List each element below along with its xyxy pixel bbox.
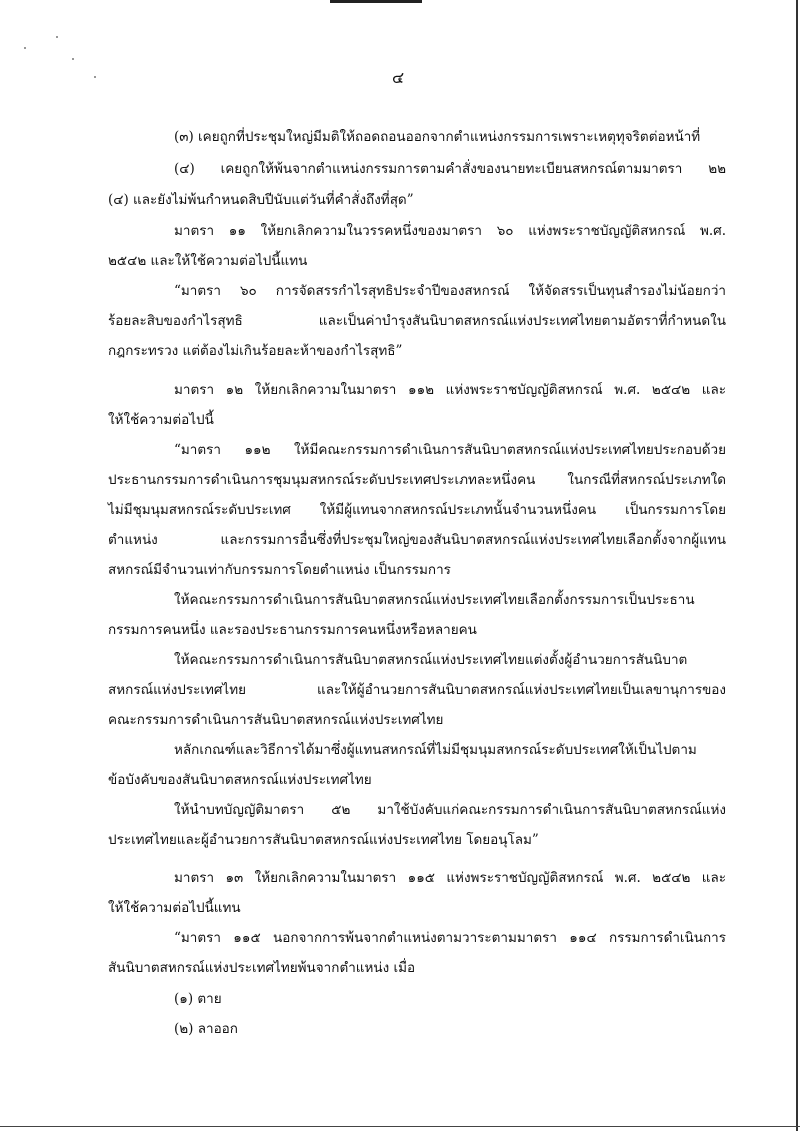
clause-item-3: (๓) เคยถูกที่ประชุมใหญ่มีมติให้ถอดถอนออกจากตำแหน่งกรรมการเพราะเหตุทุจริตต่อหน้าที่ [174, 129, 701, 145]
section-112-paragraph-3: คณะกรรมการดำเนินการสันนิบาตสหกรณ์แห่งประเทศไทย [108, 712, 444, 728]
section-115-item-2: (๒) ลาออก [174, 1021, 238, 1037]
clause-item-4-cont: (๔) และยังไม่พ้นกำหนดสิบปีนับแต่วันที่คำสั่งถึงที่สุด” [108, 192, 414, 208]
scan-speck [24, 47, 26, 49]
section-115-item-1: (๑) ตาย [174, 991, 222, 1007]
section-112-paragraph-2: ให้คณะกรรมการดำเนินการสันนิบาตสหกรณ์แห่งประเทศไทยเลือกตั้งกรรมการเป็นประธาน [174, 592, 695, 608]
scan-edge-right [796, 0, 798, 1131]
top-rule [330, 0, 422, 3]
scan-speck [56, 36, 58, 38]
section-11-heading-cont: ๒๕๔๒ และให้ใช้ความต่อไปนี้แทน [108, 253, 308, 269]
section-112-text: ไม่มีชุมนุมสหกรณ์ระดับประเทศ ให้มีผู้แทนจากสหกรณ์ประเภทนั้นจำนวนหนึ่งคน เป็นกรรมการโดย [108, 502, 726, 518]
section-112-paragraph-4: หลักเกณฑ์และวิธีการได้มาซึ่งผู้แทนสหกรณ์ที่ไม่มีชุมนุมสหกรณ์ระดับประเทศให้เป็นไปตาม [174, 742, 697, 758]
section-13-heading: มาตรา ๑๓ ให้ยกเลิกความในมาตรา ๑๑๕ แห่งพระราชบัญญัติสหกรณ์ พ.ศ. ๒๕๔๒ และ [174, 870, 726, 886]
section-112-text: ประธานกรรมการดำเนินการชุมนุมสหกรณ์ระดับประเทศประเภทละหนึ่งคน ในกรณีที่สหกรณ์ประเภทใด [108, 472, 726, 488]
section-13-heading-cont: ให้ใช้ความต่อไปนี้แทน [108, 900, 241, 916]
section-60-text: “มาตรา ๖๐ การจัดสรรกำไรสุทธิประจำปีของสหกรณ์ ให้จัดสรรเป็นทุนสำรองไม่น้อยกว่า [174, 283, 726, 299]
section-115-text: สันนิบาตสหกรณ์แห่งประเทศไทยพ้นจากตำแหน่ง เมื่อ [108, 960, 416, 976]
section-112-paragraph-4: ข้อบังคับของสันนิบาตสหกรณ์แห่งประเทศไทย [108, 772, 372, 788]
clause-item-4: (๔) เคยถูกให้พ้นจากตำแหน่งกรรมการตามคำสั่งของนายทะเบียนสหกรณ์ตามมาตรา ๒๒ [174, 161, 726, 177]
section-112-paragraph-5: ให้นำบทบัญญัติมาตรา ๕๒ มาใช้บังคับแก่คณะกรรมการดำเนินการสันนิบาตสหกรณ์แห่ง [174, 802, 726, 818]
section-112-text: ตำแหน่ง และกรรมการอื่นซึ่งที่ประชุมใหญ่ของสันนิบาตสหกรณ์แห่งประเทศไทยเลือกตั้งจากผู้แทน [108, 532, 726, 548]
section-115-text: “มาตรา ๑๑๕ นอกจากการพ้นจากตำแหน่งตามวาระตามมาตรา ๑๑๔ กรรมการดำเนินการ [174, 930, 726, 946]
section-60-text: ร้อยละสิบของกำไรสุทธิ และเป็นค่าบำรุงสันนิบาตสหกรณ์แห่งประเทศไทยตามอัตราที่กำหนดใน [108, 313, 726, 329]
section-112-text: สหกรณ์มีจำนวนเท่ากับกรรมการโดยตำแหน่ง เป็นกรรมการ [108, 562, 451, 578]
section-112-paragraph-3: สหกรณ์แห่งประเทศไทย และให้ผู้อำนวยการสันนิบาตสหกรณ์แห่งประเทศไทยเป็นเลขานุการของ [108, 682, 726, 698]
scan-speck [94, 76, 96, 78]
section-112-text: “มาตรา ๑๑๒ ให้มีคณะกรรมการดำเนินการสันนิบาตสหกรณ์แห่งประเทศไทยประกอบด้วย [174, 442, 726, 458]
page-number: ๔ [392, 68, 405, 87]
scan-speck [72, 58, 74, 60]
section-12-heading: มาตรา ๑๒ ให้ยกเลิกความในมาตรา ๑๑๒ แห่งพระราชบัญญัติสหกรณ์ พ.ศ. ๒๕๔๒ และ [174, 382, 726, 398]
section-11-heading: มาตรา ๑๑ ให้ยกเลิกความในวรรคหนึ่งของมาตรา ๖๐ แห่งพระราชบัญญัติสหกรณ์ พ.ศ. [174, 223, 726, 239]
section-12-heading-cont: ให้ใช้ความต่อไปนี้ [108, 412, 214, 428]
section-112-paragraph-2: กรรมการคนหนึ่ง และรองประธานกรรมการคนหนึ่งหรือหลายคน [108, 622, 477, 638]
section-112-paragraph-3: ให้คณะกรรมการดำเนินการสันนิบาตสหกรณ์แห่งประเทศไทยแต่งตั้งผู้อำนวยการสันนิบาต [174, 652, 688, 668]
scan-edge-bottom [0, 1126, 800, 1127]
section-60-text: กฎกระทรวง แต่ต้องไม่เกินร้อยละห้าของกำไรสุทธิ” [108, 343, 403, 359]
section-112-paragraph-5: ประเทศไทยและผู้อำนวยการสันนิบาตสหกรณ์แห่งประเทศไทย โดยอนุโลม” [108, 832, 539, 848]
